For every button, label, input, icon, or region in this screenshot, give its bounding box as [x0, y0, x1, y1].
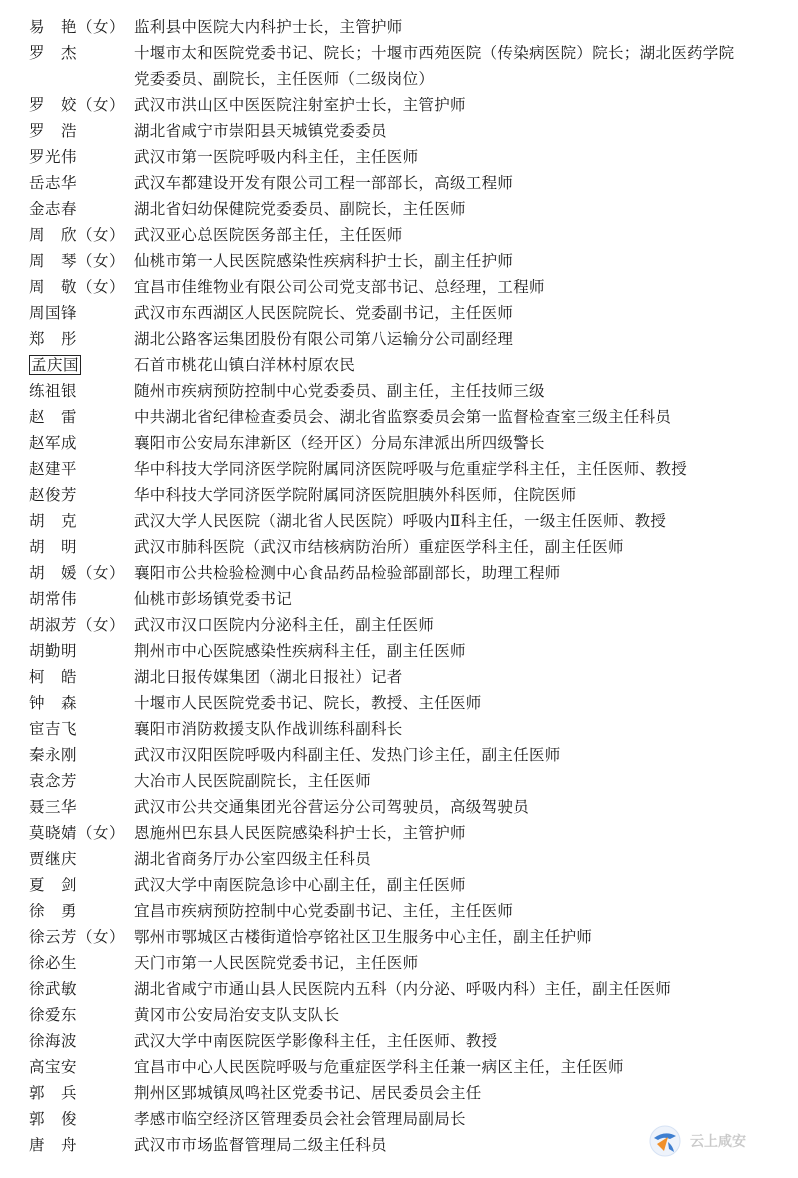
- person-position: 武汉大学中南医院医学影像科主任，主任医师、教授: [134, 1032, 498, 1050]
- person-name: [29, 1080, 134, 1106]
- person-name-text: 徐武敏: [29, 980, 78, 998]
- person-name-text: 秦永刚: [29, 746, 78, 764]
- list-item: [29, 248, 789, 274]
- person-position: 武汉市公共交通集团光谷营运分公司驾驶员，高级驾驶员: [134, 798, 530, 816]
- person-name-text: 郭 兵: [29, 1084, 78, 1102]
- person-name-text: 郑 彤: [29, 330, 78, 348]
- list-item: [29, 742, 789, 768]
- person-name-text: 赵 雷: [29, 408, 78, 426]
- person-name: [29, 664, 134, 690]
- person-position: 十堰市人民医院党委书记、院长，教授、主任医师: [134, 694, 482, 712]
- person-name: [29, 950, 134, 976]
- list-item: [29, 898, 789, 924]
- person-name: [29, 794, 134, 820]
- person-name-text: 莫晓婧（女）: [29, 824, 126, 842]
- person-position: 黄冈市公安局治安支队支队长: [134, 1006, 340, 1024]
- person-position: 孝感市临空经济区管理委员会社会管理局副局长: [134, 1110, 466, 1128]
- person-position: 十堰市太和医院党委书记、院长；十堰市西苑医院（传染病医院）院长；湖北医药学院党委委员、副院长，主任医师（二级岗位）: [134, 44, 735, 88]
- person-name: [29, 222, 134, 248]
- person-position: 湖北省咸宁市崇阳县天城镇党委委员: [134, 122, 387, 140]
- person-name-text: 郭 俊: [29, 1110, 78, 1128]
- person-position: 石首市桃花山镇白洋林村原农民: [134, 356, 356, 374]
- list-item: [29, 1028, 789, 1054]
- person-name: [29, 976, 134, 1002]
- person-name-text: 胡淑芳（女）: [29, 616, 126, 634]
- person-position: 武汉车都建设开发有限公司工程一部部长，高级工程师: [134, 174, 514, 192]
- person-position: 武汉市汉阳医院呼吸内科副主任、发热门诊主任，副主任医师: [134, 746, 561, 764]
- list-item: [29, 508, 789, 534]
- list-item: [29, 1002, 789, 1028]
- list-item: [29, 326, 789, 352]
- person-position: 襄阳市公共检验检测中心食品药品检验部副部长，助理工程师: [134, 564, 561, 582]
- person-name: [29, 456, 134, 482]
- list-item: [29, 846, 789, 872]
- person-name-text: 胡 克: [29, 512, 78, 530]
- list-item: [29, 534, 789, 560]
- list-item: [29, 794, 789, 820]
- list-item: [29, 144, 789, 170]
- person-name-text: 唐 舟: [29, 1136, 78, 1154]
- person-name-text: 岳志华: [29, 174, 78, 192]
- person-position: 大冶市人民医院副院长，主任医师: [134, 772, 372, 790]
- person-name-text: 贾继庆: [29, 850, 78, 868]
- person-name-text: 胡常伟: [29, 590, 78, 608]
- person-position: 宜昌市佳维物业有限公司公司党支部书记、总经理，工程师: [134, 278, 545, 296]
- person-position: 武汉大学中南医院急诊中心副主任，副主任医师: [134, 876, 466, 894]
- person-name-text: 赵军成: [29, 434, 78, 452]
- person-position: 宜昌市疾病预防控制中心党委副书记、主任，主任医师: [134, 902, 514, 920]
- person-name-text: 徐云芳（女）: [29, 928, 126, 946]
- person-name: [29, 196, 134, 222]
- person-name: [29, 820, 134, 846]
- person-position: 荆州区郢城镇凤鸣社区党委书记、居民委员会主任: [134, 1084, 482, 1102]
- list-item: [29, 404, 789, 430]
- person-name: [29, 1054, 134, 1080]
- person-name-text: 罗 杰: [29, 44, 78, 62]
- person-name-text: 易 艳（女）: [29, 18, 126, 36]
- person-name: [29, 378, 134, 404]
- list-item: [29, 768, 789, 794]
- person-name-text: 胡勤明: [29, 642, 78, 660]
- person-name-text: 罗光伟: [29, 148, 78, 166]
- watermark: [648, 1124, 746, 1158]
- list-item: [29, 716, 789, 742]
- list-item: [29, 950, 789, 976]
- list-item: [29, 300, 789, 326]
- person-name: [29, 846, 134, 872]
- person-position: 随州市疾病预防控制中心党委委员、副主任，主任技师三级: [134, 382, 545, 400]
- person-name: [29, 716, 134, 742]
- person-position: 荆州市中心医院感染性疾病科主任，副主任医师: [134, 642, 466, 660]
- person-name-text: 高宝安: [29, 1058, 78, 1076]
- person-name: [29, 898, 134, 924]
- person-name-text: 孟庆国: [31, 356, 80, 374]
- person-position: 中共湖北省纪律检查委员会、湖北省监察委员会第一监督检查室三级主任科员: [134, 408, 672, 426]
- person-name-text: 罗 姣（女）: [29, 96, 126, 114]
- person-position: 湖北日报传媒集团（湖北日报社）记者: [134, 668, 403, 686]
- list-item: [29, 430, 789, 456]
- list-item: [29, 456, 789, 482]
- person-position: 武汉市第一医院呼吸内科主任，主任医师: [134, 148, 419, 166]
- person-name: [29, 586, 134, 612]
- person-position: 鄂州市鄂城区古楼街道恰亭铭社区卫生服务中心主任，副主任护师: [134, 928, 593, 946]
- person-name: [29, 326, 134, 352]
- person-position: 武汉市肺科医院（武汉市结核病防治所）重症医学科主任，副主任医师: [134, 538, 624, 556]
- person-position: 天门市第一人民医院党委书记，主任医师: [134, 954, 419, 972]
- person-name: [29, 14, 134, 40]
- person-name-text: 徐 勇: [29, 902, 78, 920]
- list-item: [29, 612, 789, 638]
- person-name: [29, 404, 134, 430]
- name-list: [29, 14, 789, 1158]
- person-name-text: 赵俊芳: [29, 486, 78, 504]
- person-name: [29, 1028, 134, 1054]
- list-item: [29, 976, 789, 1002]
- person-name: [29, 638, 134, 664]
- person-name: [29, 430, 134, 456]
- person-name-text: 胡 媛（女）: [29, 564, 126, 582]
- person-name: [29, 248, 134, 274]
- list-item: [29, 482, 789, 508]
- person-name-text: 胡 明: [29, 538, 78, 556]
- person-position: 襄阳市公安局东津新区（经开区）分局东津派出所四级警长: [134, 434, 545, 452]
- person-name: [29, 924, 134, 950]
- person-name-text: 金志春: [29, 200, 78, 218]
- person-name: [29, 1132, 134, 1158]
- list-item: [29, 872, 789, 898]
- list-item: [29, 274, 789, 300]
- person-name-text: 钟 森: [29, 694, 78, 712]
- watermark-text: 云上咸安: [690, 1134, 746, 1150]
- list-item: [29, 222, 789, 248]
- list-item: [29, 638, 789, 664]
- list-item: [29, 196, 789, 222]
- list-item: [29, 118, 789, 144]
- person-name-text: 柯 皓: [29, 668, 78, 686]
- list-item: [29, 924, 789, 950]
- person-name-text: 夏 剑: [29, 876, 78, 894]
- person-name: [29, 742, 134, 768]
- person-position: 宜昌市中心人民医院呼吸与危重症医学科主任兼一病区主任，主任医师: [134, 1058, 624, 1076]
- person-name-text: 徐海波: [29, 1032, 78, 1050]
- person-position: 湖北省妇幼保健院党委委员、副院长，主任医师: [134, 200, 466, 218]
- list-item: [29, 14, 789, 40]
- person-name: [29, 560, 134, 586]
- person-name: [29, 482, 134, 508]
- person-position: 华中科技大学同济医学院附属同济医院胆胰外科医师，住院医师: [134, 486, 577, 504]
- person-name: [29, 300, 134, 326]
- person-name-text: 赵建平: [29, 460, 78, 478]
- list-item: [29, 1054, 789, 1080]
- person-name: [29, 872, 134, 898]
- person-name-text: 周 琴（女）: [29, 252, 126, 270]
- person-name: [29, 40, 134, 66]
- person-name: [29, 144, 134, 170]
- person-name-text: 聂三华: [29, 798, 78, 816]
- person-position: 武汉市市场监督管理局二级主任科员: [134, 1136, 387, 1154]
- person-name: [29, 352, 134, 378]
- person-position: 仙桃市彭场镇党委书记: [134, 590, 293, 608]
- list-item: [29, 378, 789, 404]
- person-position: 仙桃市第一人民医院感染性疾病科护士长，副主任护师: [134, 252, 514, 270]
- person-position: 湖北省商务厅办公室四级主任科员: [134, 850, 372, 868]
- list-item: [29, 586, 789, 612]
- person-name-text: 宦吉飞: [29, 720, 78, 738]
- person-name-text: 周国锋: [29, 304, 78, 322]
- person-name: [29, 1106, 134, 1132]
- person-position: 襄阳市消防救援支队作战训练科副科长: [134, 720, 403, 738]
- person-name: [29, 508, 134, 534]
- list-item: [29, 40, 789, 92]
- person-name: [29, 534, 134, 560]
- person-name: [29, 170, 134, 196]
- person-name-text: 徐爱东: [29, 1006, 78, 1024]
- person-position: 武汉大学人民医院（湖北省人民医院）呼吸内Ⅱ科主任，一级主任医师、教授: [134, 512, 667, 530]
- person-position: 华中科技大学同济医学院附属同济医院呼吸与危重症学科主任，主任医师、教授: [134, 460, 688, 478]
- list-item: [29, 820, 789, 846]
- person-name: [29, 274, 134, 300]
- person-name-text: 周 欣（女）: [29, 226, 126, 244]
- list-item: [29, 170, 789, 196]
- person-name-text: 周 敬（女）: [29, 278, 126, 296]
- person-name-text: 罗 浩: [29, 122, 78, 140]
- person-name-text: 练祖银: [29, 382, 78, 400]
- person-name: [29, 612, 134, 638]
- list-item: [29, 92, 789, 118]
- list-item: [29, 560, 789, 586]
- person-position: 武汉市洪山区中医医院注射室护士长，主管护师: [134, 96, 466, 114]
- person-name: [29, 1002, 134, 1028]
- person-position: 武汉市东西湖区人民医院院长、党委副书记，主任医师: [134, 304, 514, 322]
- person-name-text: 徐必生: [29, 954, 78, 972]
- person-position: 湖北公路客运集团股份有限公司第八运输分公司副经理: [134, 330, 514, 348]
- list-item: [29, 690, 789, 716]
- person-position: 恩施州巴东县人民医院感染科护士长，主管护师: [134, 824, 466, 842]
- person-position: 武汉亚心总医院医务部主任，主任医师: [134, 226, 403, 244]
- list-item: [29, 664, 789, 690]
- person-name: [29, 118, 134, 144]
- list-item: [29, 1080, 789, 1106]
- person-name: [29, 768, 134, 794]
- person-position: 湖北省咸宁市通山县人民医院内五科（内分泌、呼吸内科）主任，副主任医师: [134, 980, 672, 998]
- list-item: [29, 352, 789, 378]
- person-name: [29, 690, 134, 716]
- person-position: 监利县中医院大内科护士长，主管护师: [134, 18, 403, 36]
- person-name-text: 袁念芳: [29, 772, 78, 790]
- person-name: [29, 92, 134, 118]
- person-position: 武汉市汉口医院内分泌科主任，副主任医师: [134, 616, 435, 634]
- cloud-logo-icon: [648, 1124, 682, 1158]
